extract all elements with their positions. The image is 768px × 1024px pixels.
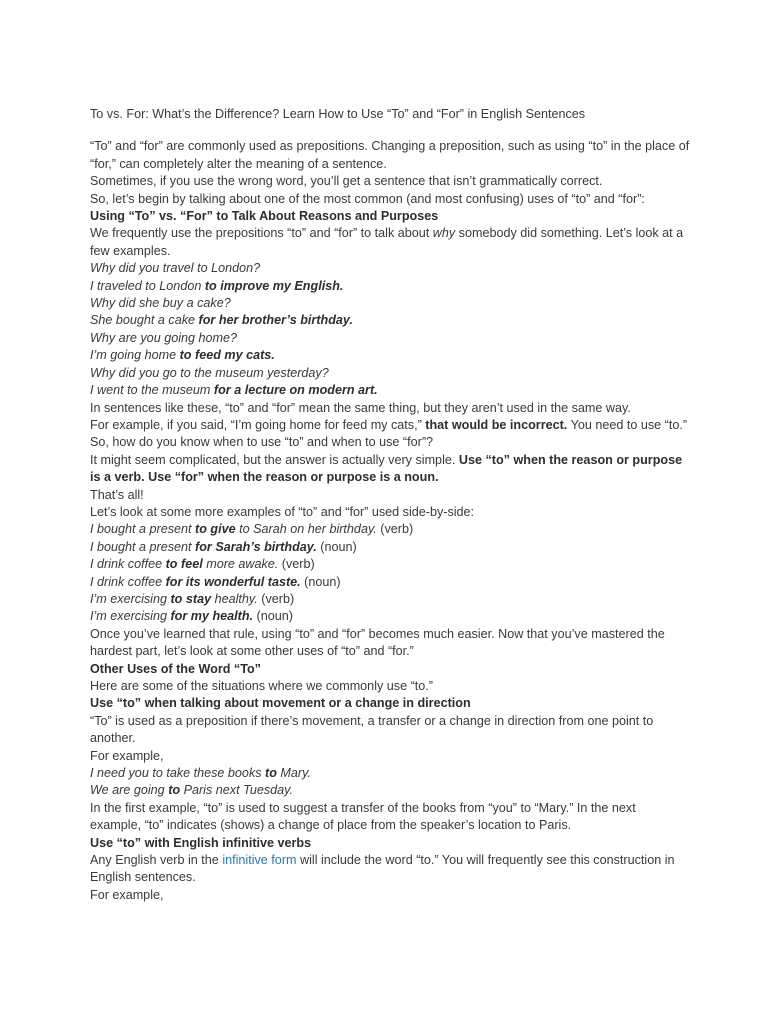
section-heading-reasons: Using “To” vs. “For” to Talk About Reasons and Purposes <box>90 209 439 224</box>
side-by-side-example-6: I’m exercising for my health. (noun) <box>90 609 293 624</box>
side-by-side-example-3: I drink coffee to feel more awake. (verb) <box>90 557 315 572</box>
example-answer-4: I went to the museum for a lecture on modern art. <box>90 383 378 398</box>
example-question-3: Why are you going home? <box>90 330 238 345</box>
for-example-label-2: For example, <box>90 887 164 902</box>
article-title: To vs. For: What’s the Difference? Learn How to Use “To” and “For” in English Sentences <box>90 107 586 121</box>
example-answer-3: I’m going home to feed my cats. <box>90 348 275 363</box>
movement-paragraph: “To” is used as a preposition if there’s movement, a transfer or a change in direction from one point to another. <box>90 713 654 746</box>
intro-paragraph-3: So, let’s begin by talking about one of the most common (and most confusing) uses of “to” and “for”: <box>90 191 645 206</box>
subheading-movement: Use “to” when talking about movement or a change in direction <box>90 696 471 711</box>
example-question-1: Why did you travel to London? <box>90 261 261 276</box>
section-heading-other-uses: Other Uses of the Word “To” <box>90 661 261 676</box>
movement-example-2: We are going to Paris next Tuesday. <box>90 783 294 798</box>
side-by-side-example-1: I bought a present to give to Sarah on her birthday. (verb) <box>90 522 414 537</box>
side-by-side-example-5: I’m exercising to stay healthy. (verb) <box>90 591 295 606</box>
subheading-infinitive: Use “to” with English infinitive verbs <box>90 835 312 850</box>
example-answer-2: She bought a cake for her brother’s birthday. <box>90 313 353 328</box>
emphasis-why: why <box>432 226 456 241</box>
intro-paragraph-1: “To” and “for” are commonly used as prepositions. Changing a preposition, such as using “to” in the place of “for,” can completely alter the meaning of a sentence. <box>90 139 690 171</box>
rule-paragraph: It might seem complicated, but the answer is actually very simple. Use “to” when the reason or purpose is a verb. Use “for” when the reason or purpose is a noun. <box>90 452 683 485</box>
situations-paragraph: Here are some of the situations where we commonly use “to.” <box>90 679 433 693</box>
article-body <box>90 106 690 904</box>
rule-learned-paragraph: Once you’ve learned that rule, using “to” and “for” becomes much easier. Now that you’ve mastered the hardest part, let’s look at some other uses of “to” and “for.” <box>90 626 665 659</box>
movement-example-1: I need you to take these books to Mary. <box>90 766 311 781</box>
same-meaning-paragraph: In sentences like these, “to” and “for” mean the same thing, but they aren’t used in the same way. <box>90 400 631 415</box>
how-to-know-paragraph: So, how do you know when to use “to” and when to use “for”? <box>90 435 434 450</box>
reasons-lead-paragraph: We frequently use the prepositions “to” and “for” to talk about why somebody did something. Let’s look at a few examples. <box>90 226 684 258</box>
example-question-2: Why did she buy a cake? <box>90 296 231 311</box>
side-by-side-example-4: I drink coffee for its wonderful taste. (noun) <box>90 574 341 589</box>
intro-paragraph-2: Sometimes, if you use the wrong word, you’ll get a sentence that isn’t grammatically correct. <box>90 174 603 189</box>
thats-all-paragraph: That’s all! <box>90 487 144 502</box>
transfer-explanation-paragraph: In the first example, “to” is used to suggest a transfer of the books from “you” to “Mary.” In the next example, “to” indicates (shows) a change of place from the speaker’s location to Paris. <box>90 800 636 833</box>
incorrect-example-paragraph: For example, if you said, “I’m going home for feed my cats,” that would be incorrect. You need to use “to.” <box>90 417 688 432</box>
more-examples-paragraph: Let’s look at some more examples of “to” and “for” used side-by-side: <box>90 504 475 519</box>
infinitive-form-link[interactable]: infinitive form <box>222 853 297 868</box>
example-answer-1: I traveled to London to improve my English. <box>90 278 344 293</box>
side-by-side-example-2: I bought a present for Sarah’s birthday. (noun) <box>90 539 357 554</box>
infinitive-paragraph: Any English verb in the infinitive form will include the word “to.” You will frequently see this construction in English sentences. <box>90 853 675 885</box>
example-question-4: Why did you go to the museum yesterday? <box>90 365 329 380</box>
for-example-label: For example, <box>90 748 164 763</box>
